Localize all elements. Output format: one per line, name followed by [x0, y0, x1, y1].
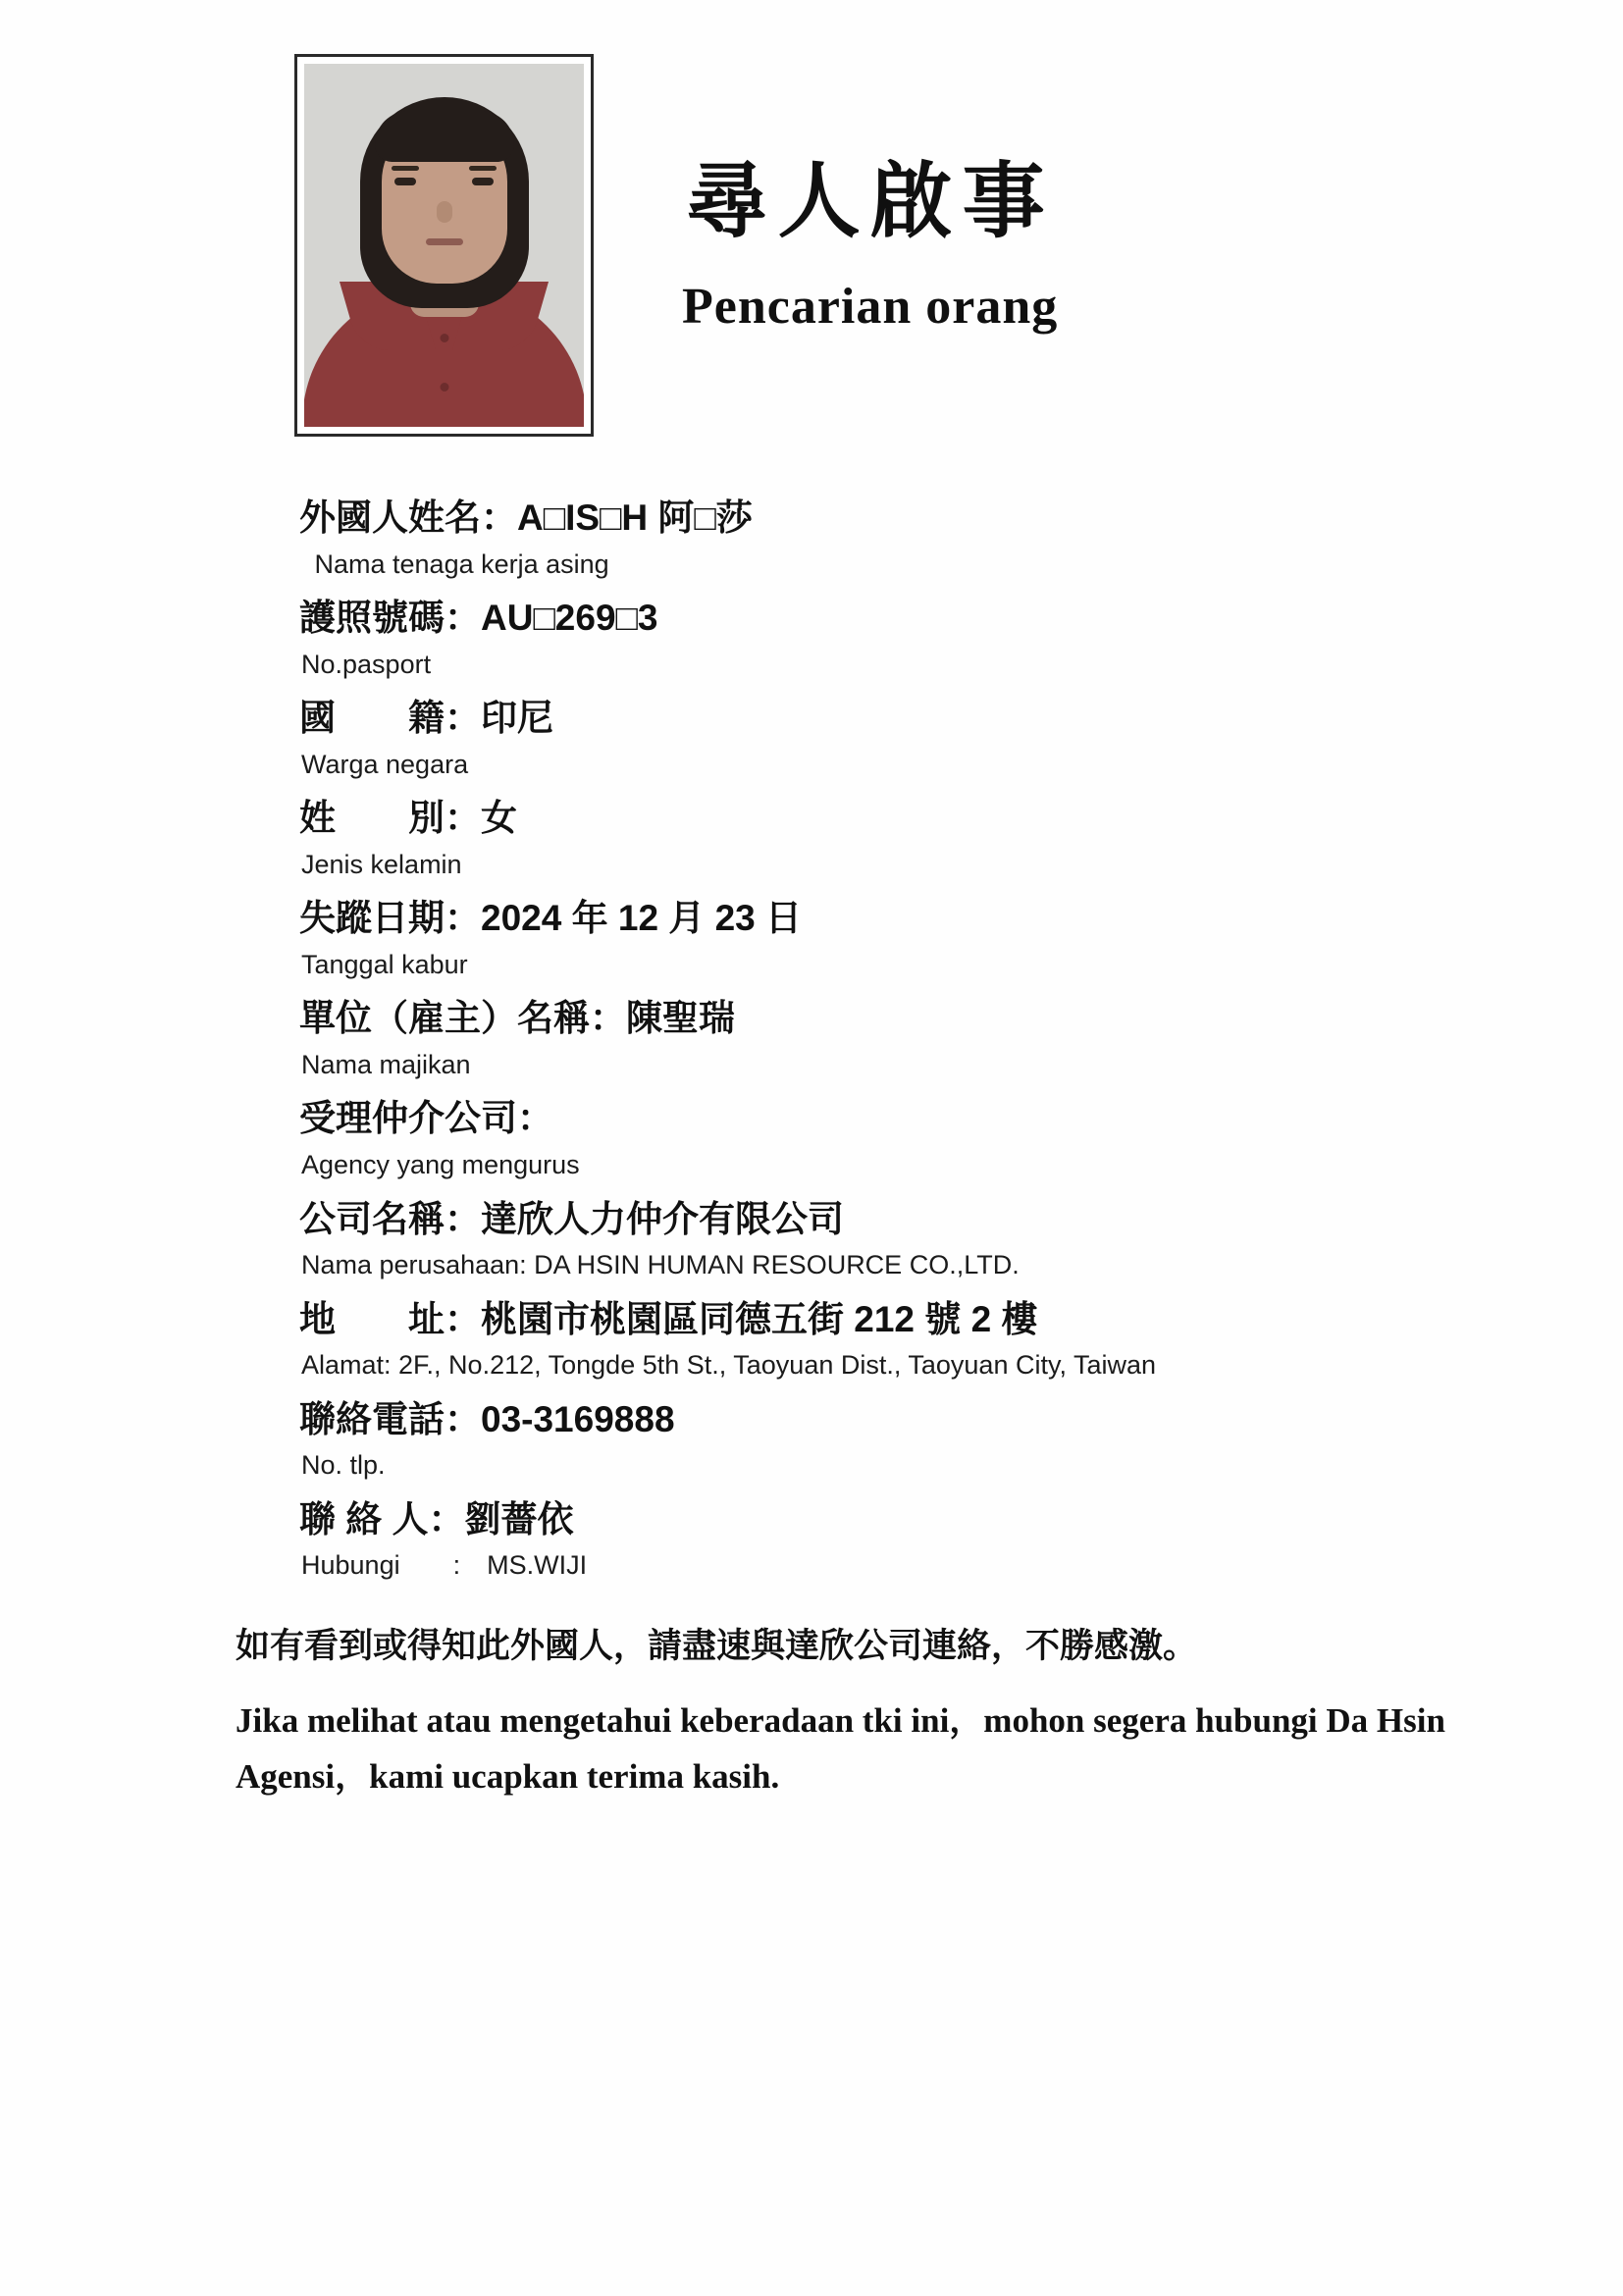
field-label-id: Jenis kelamin: [301, 849, 462, 879]
field-label-id: Nama majikan: [301, 1049, 471, 1079]
page-title-chinese: 尋人啟事: [685, 157, 1055, 248]
portrait-photo: [304, 64, 584, 427]
field-label-id: Nama tenaga kerja asing: [307, 548, 609, 579]
photo-eye-left: [394, 178, 416, 185]
photo-eyebrow-left: [392, 166, 419, 171]
field-gender: [299, 794, 1623, 884]
field-label-cn: 聯絡電話：03-3169888: [299, 1398, 675, 1439]
field-contact-person: [299, 1495, 1623, 1586]
field-label-cn: 受理仲介公司：: [299, 1098, 553, 1139]
field-nationality: [299, 694, 1623, 784]
field-label-cn: 護照號碼：AU□269□3: [299, 598, 658, 639]
field-missing-date: [299, 894, 1623, 984]
field-passport-number: [299, 594, 1623, 684]
field-employer-name: [299, 994, 1623, 1084]
photo-button-top: [440, 334, 448, 342]
photo-fringe: [375, 111, 514, 162]
photo-eyebrow-right: [469, 166, 497, 171]
footer-text-indonesian: Jika melihat atau mengetahui keberadaan tki ini，mohon segera hubungi Da Hsin Agensi，kami ucapkan terima kasih.: [236, 1701, 1445, 1797]
photo-mouth: [426, 238, 463, 245]
field-label-id: No.pasport: [301, 649, 432, 679]
field-agency: [299, 1094, 1623, 1184]
field-label-id: Agency yang mengurus: [301, 1150, 580, 1180]
footer-text-chinese: 如有看到或得知此外國人，請盡速與達欣公司連絡，不勝感激。: [236, 1626, 1198, 1665]
field-company-name: [299, 1195, 1623, 1285]
footer-note: [0, 1595, 1445, 1805]
field-label-cn: 姓 別：女: [299, 798, 517, 839]
portrait-photo-frame: [294, 54, 594, 437]
field-label-id: Nama perusahaan: DA HSIN HUMAN RESOURCE CO.,LTD.: [301, 1250, 1020, 1280]
field-label-cn: 外國人姓名：A□IS□H 阿□莎: [299, 497, 753, 538]
field-label-id: Tanggal kabur: [301, 949, 468, 979]
field-address: [299, 1295, 1623, 1385]
photo-button-bottom: [440, 383, 448, 391]
poster-header: [0, 0, 1623, 437]
field-phone: [299, 1395, 1623, 1486]
field-label-id: Warga negara: [301, 749, 469, 779]
title-block: [682, 54, 1058, 336]
fields-list: [0, 437, 1623, 1586]
field-foreign-worker-name: [299, 494, 1623, 584]
photo-eye-right: [472, 178, 494, 185]
field-label-cn: 聯 絡 人：劉薔依: [299, 1498, 574, 1539]
field-label-cn: 失蹤日期：2024 年 12 月 23 日: [299, 898, 803, 939]
field-label-id: No. tlp.: [301, 1450, 386, 1481]
field-label-cn: 地 址：桃園市桃園區同德五街 212 號 2 樓: [299, 1298, 1038, 1339]
field-label-id: Hubungi : MS.WIJI: [301, 1550, 588, 1581]
field-label-cn: 公司名稱：達欣人力仲介有限公司: [299, 1198, 844, 1239]
photo-nose: [437, 201, 452, 223]
field-label-id: Alamat: 2F., No.212, Tongde 5th St., Taoyuan Dist., Taoyuan City, Taiwan: [301, 1350, 1157, 1381]
page-title-indonesian: Pencarian orang: [682, 279, 1059, 335]
field-label-cn: 國 籍：印尼: [299, 698, 553, 739]
field-label-cn: 單位（雇主）名稱：陳聖瑞: [299, 998, 735, 1039]
